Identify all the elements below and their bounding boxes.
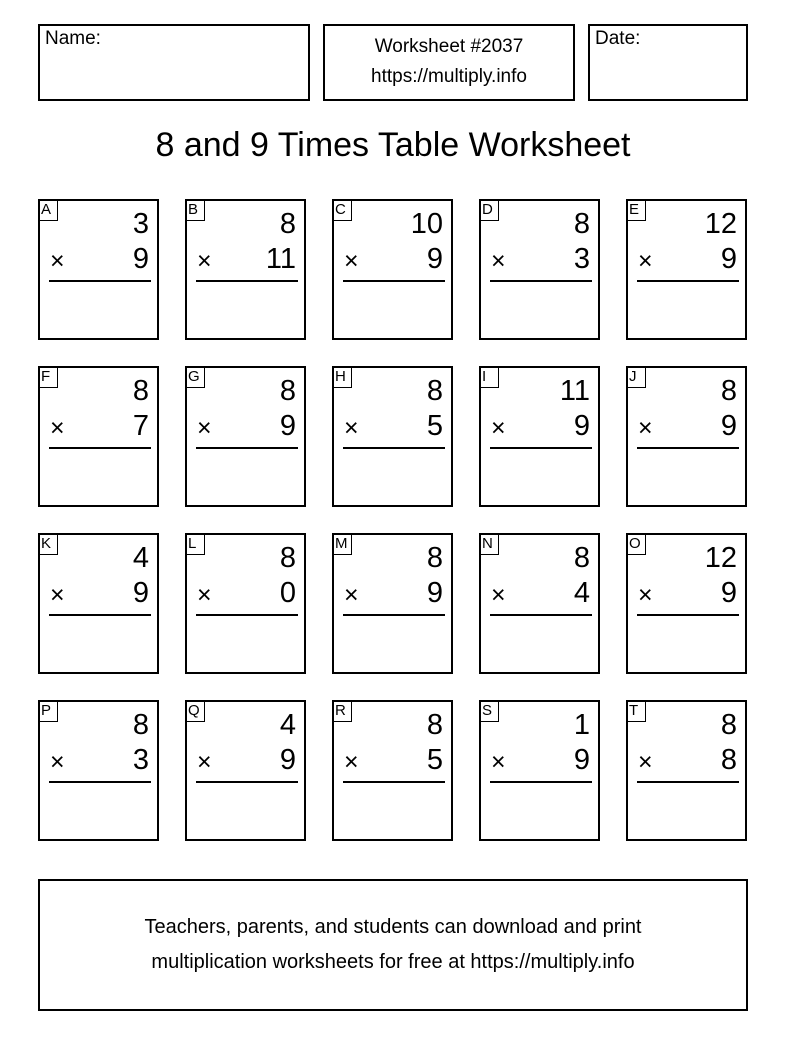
answer-line bbox=[490, 614, 592, 616]
problem-letter: I bbox=[479, 366, 499, 388]
problem-letter: N bbox=[479, 533, 499, 555]
multiplicand: 11 bbox=[559, 375, 590, 407]
multiplicand: 12 bbox=[704, 208, 737, 240]
multiplier: 9 bbox=[132, 243, 149, 275]
answer-line bbox=[49, 280, 151, 282]
multiplier: 3 bbox=[132, 744, 149, 776]
problem-letter: P bbox=[38, 700, 58, 722]
multiply-sign: × bbox=[638, 581, 653, 609]
multiplier: 9 bbox=[573, 410, 590, 442]
multiplier: 9 bbox=[426, 577, 443, 609]
problem-card bbox=[626, 199, 747, 340]
multiplicand: 8 bbox=[426, 709, 443, 741]
multiply-sign: × bbox=[491, 414, 506, 442]
answer-line bbox=[343, 447, 445, 449]
footer-line-2: multiplication worksheets for free at https://multiply.info bbox=[151, 951, 635, 973]
problem-letter: B bbox=[185, 199, 205, 221]
problem-card bbox=[38, 366, 159, 507]
multiply-sign: × bbox=[197, 247, 212, 275]
answer-line bbox=[49, 447, 151, 449]
answer-line bbox=[637, 447, 739, 449]
problem-card bbox=[332, 533, 453, 674]
multiplicand: 12 bbox=[704, 542, 737, 574]
multiplicand: 3 bbox=[132, 208, 149, 240]
problem-card bbox=[185, 366, 306, 507]
answer-line bbox=[637, 614, 739, 616]
problem-card bbox=[185, 700, 306, 841]
problem-card bbox=[38, 533, 159, 674]
multiplicand: 1 bbox=[573, 709, 590, 741]
multiplier: 9 bbox=[720, 410, 737, 442]
multiply-sign: × bbox=[491, 581, 506, 609]
problem-card bbox=[185, 533, 306, 674]
multiply-sign: × bbox=[638, 414, 653, 442]
multiplicand: 8 bbox=[426, 375, 443, 407]
answer-line bbox=[637, 781, 739, 783]
multiply-sign: × bbox=[491, 247, 506, 275]
answer-line bbox=[490, 447, 592, 449]
multiplier: 8 bbox=[720, 744, 737, 776]
multiply-sign: × bbox=[344, 748, 359, 776]
answer-line bbox=[343, 280, 445, 282]
problem-letter: Q bbox=[185, 700, 205, 722]
multiplicand: 8 bbox=[720, 709, 737, 741]
multiplicand: 8 bbox=[573, 208, 590, 240]
multiplicand: 8 bbox=[132, 375, 149, 407]
multiplier: 4 bbox=[573, 577, 590, 609]
multiplicand: 8 bbox=[279, 542, 296, 574]
problem-letter: T bbox=[626, 700, 646, 722]
answer-line bbox=[637, 280, 739, 282]
multiplicand: 8 bbox=[573, 542, 590, 574]
problem-card bbox=[479, 366, 600, 507]
problem-letter: D bbox=[479, 199, 499, 221]
problem-letter: M bbox=[332, 533, 352, 555]
problem-card bbox=[626, 533, 747, 674]
answer-line bbox=[49, 614, 151, 616]
worksheet-number: Worksheet #2037 bbox=[374, 36, 524, 57]
multiplier: 9 bbox=[132, 577, 149, 609]
answer-line bbox=[196, 447, 298, 449]
problem-card bbox=[38, 199, 159, 340]
multiplier: 9 bbox=[720, 243, 737, 275]
multiplicand: 8 bbox=[279, 208, 296, 240]
worksheet-url: https://multiply.info bbox=[371, 66, 527, 87]
date-label: Date: bbox=[595, 28, 641, 49]
answer-line bbox=[49, 781, 151, 783]
problem-card bbox=[479, 199, 600, 340]
multiply-sign: × bbox=[491, 748, 506, 776]
answer-line bbox=[196, 280, 298, 282]
answer-line bbox=[343, 614, 445, 616]
multiply-sign: × bbox=[344, 581, 359, 609]
multiplicand: 8 bbox=[720, 375, 737, 407]
footer-box bbox=[38, 879, 748, 1011]
multiplicand: 8 bbox=[132, 709, 149, 741]
problem-letter: S bbox=[479, 700, 499, 722]
multiplier: 9 bbox=[720, 577, 737, 609]
multiplier: 9 bbox=[426, 243, 443, 275]
multiplier: 11 bbox=[265, 243, 296, 275]
problem-letter: H bbox=[332, 366, 352, 388]
problem-letter: A bbox=[38, 199, 58, 221]
problem-letter: L bbox=[185, 533, 205, 555]
multiply-sign: × bbox=[638, 247, 653, 275]
problem-card bbox=[332, 366, 453, 507]
answer-line bbox=[343, 781, 445, 783]
problem-letter: E bbox=[626, 199, 646, 221]
problem-letter: C bbox=[332, 199, 352, 221]
problem-card bbox=[479, 700, 600, 841]
problem-card bbox=[332, 199, 453, 340]
multiplier: 3 bbox=[573, 243, 590, 275]
multiplicand: 4 bbox=[279, 709, 296, 741]
multiplier: 9 bbox=[279, 410, 296, 442]
multiply-sign: × bbox=[344, 247, 359, 275]
problem-card bbox=[626, 366, 747, 507]
answer-line bbox=[490, 781, 592, 783]
problem-letter: G bbox=[185, 366, 205, 388]
multiply-sign: × bbox=[50, 414, 65, 442]
multiply-sign: × bbox=[50, 247, 65, 275]
multiply-sign: × bbox=[638, 748, 653, 776]
page-title: 8 and 9 Times Table Worksheet bbox=[155, 126, 631, 164]
problem-letter: J bbox=[626, 366, 646, 388]
problem-card bbox=[626, 700, 747, 841]
answer-line bbox=[196, 614, 298, 616]
multiplicand: 8 bbox=[426, 542, 443, 574]
problem-letter: O bbox=[626, 533, 646, 555]
problem-letter: F bbox=[38, 366, 58, 388]
multiplier: 9 bbox=[573, 744, 590, 776]
problem-letter: R bbox=[332, 700, 352, 722]
multiplicand: 4 bbox=[132, 542, 149, 574]
problem-card bbox=[185, 199, 306, 340]
multiply-sign: × bbox=[50, 748, 65, 776]
multiplicand: 10 bbox=[410, 208, 443, 240]
multiplier: 9 bbox=[279, 744, 296, 776]
multiplier: 7 bbox=[132, 410, 149, 442]
multiply-sign: × bbox=[344, 414, 359, 442]
problem-card bbox=[38, 700, 159, 841]
multiply-sign: × bbox=[50, 581, 65, 609]
answer-line bbox=[490, 280, 592, 282]
multiplier: 0 bbox=[279, 577, 296, 609]
name-label: Name: bbox=[45, 28, 101, 49]
footer-line-1: Teachers, parents, and students can download and print bbox=[144, 916, 642, 938]
multiplier: 5 bbox=[426, 744, 443, 776]
problem-letter: K bbox=[38, 533, 58, 555]
multiply-sign: × bbox=[197, 414, 212, 442]
answer-line bbox=[196, 781, 298, 783]
multiply-sign: × bbox=[197, 748, 212, 776]
problem-card bbox=[332, 700, 453, 841]
multiply-sign: × bbox=[197, 581, 212, 609]
multiplicand: 8 bbox=[279, 375, 296, 407]
problem-card bbox=[479, 533, 600, 674]
multiplier: 5 bbox=[426, 410, 443, 442]
